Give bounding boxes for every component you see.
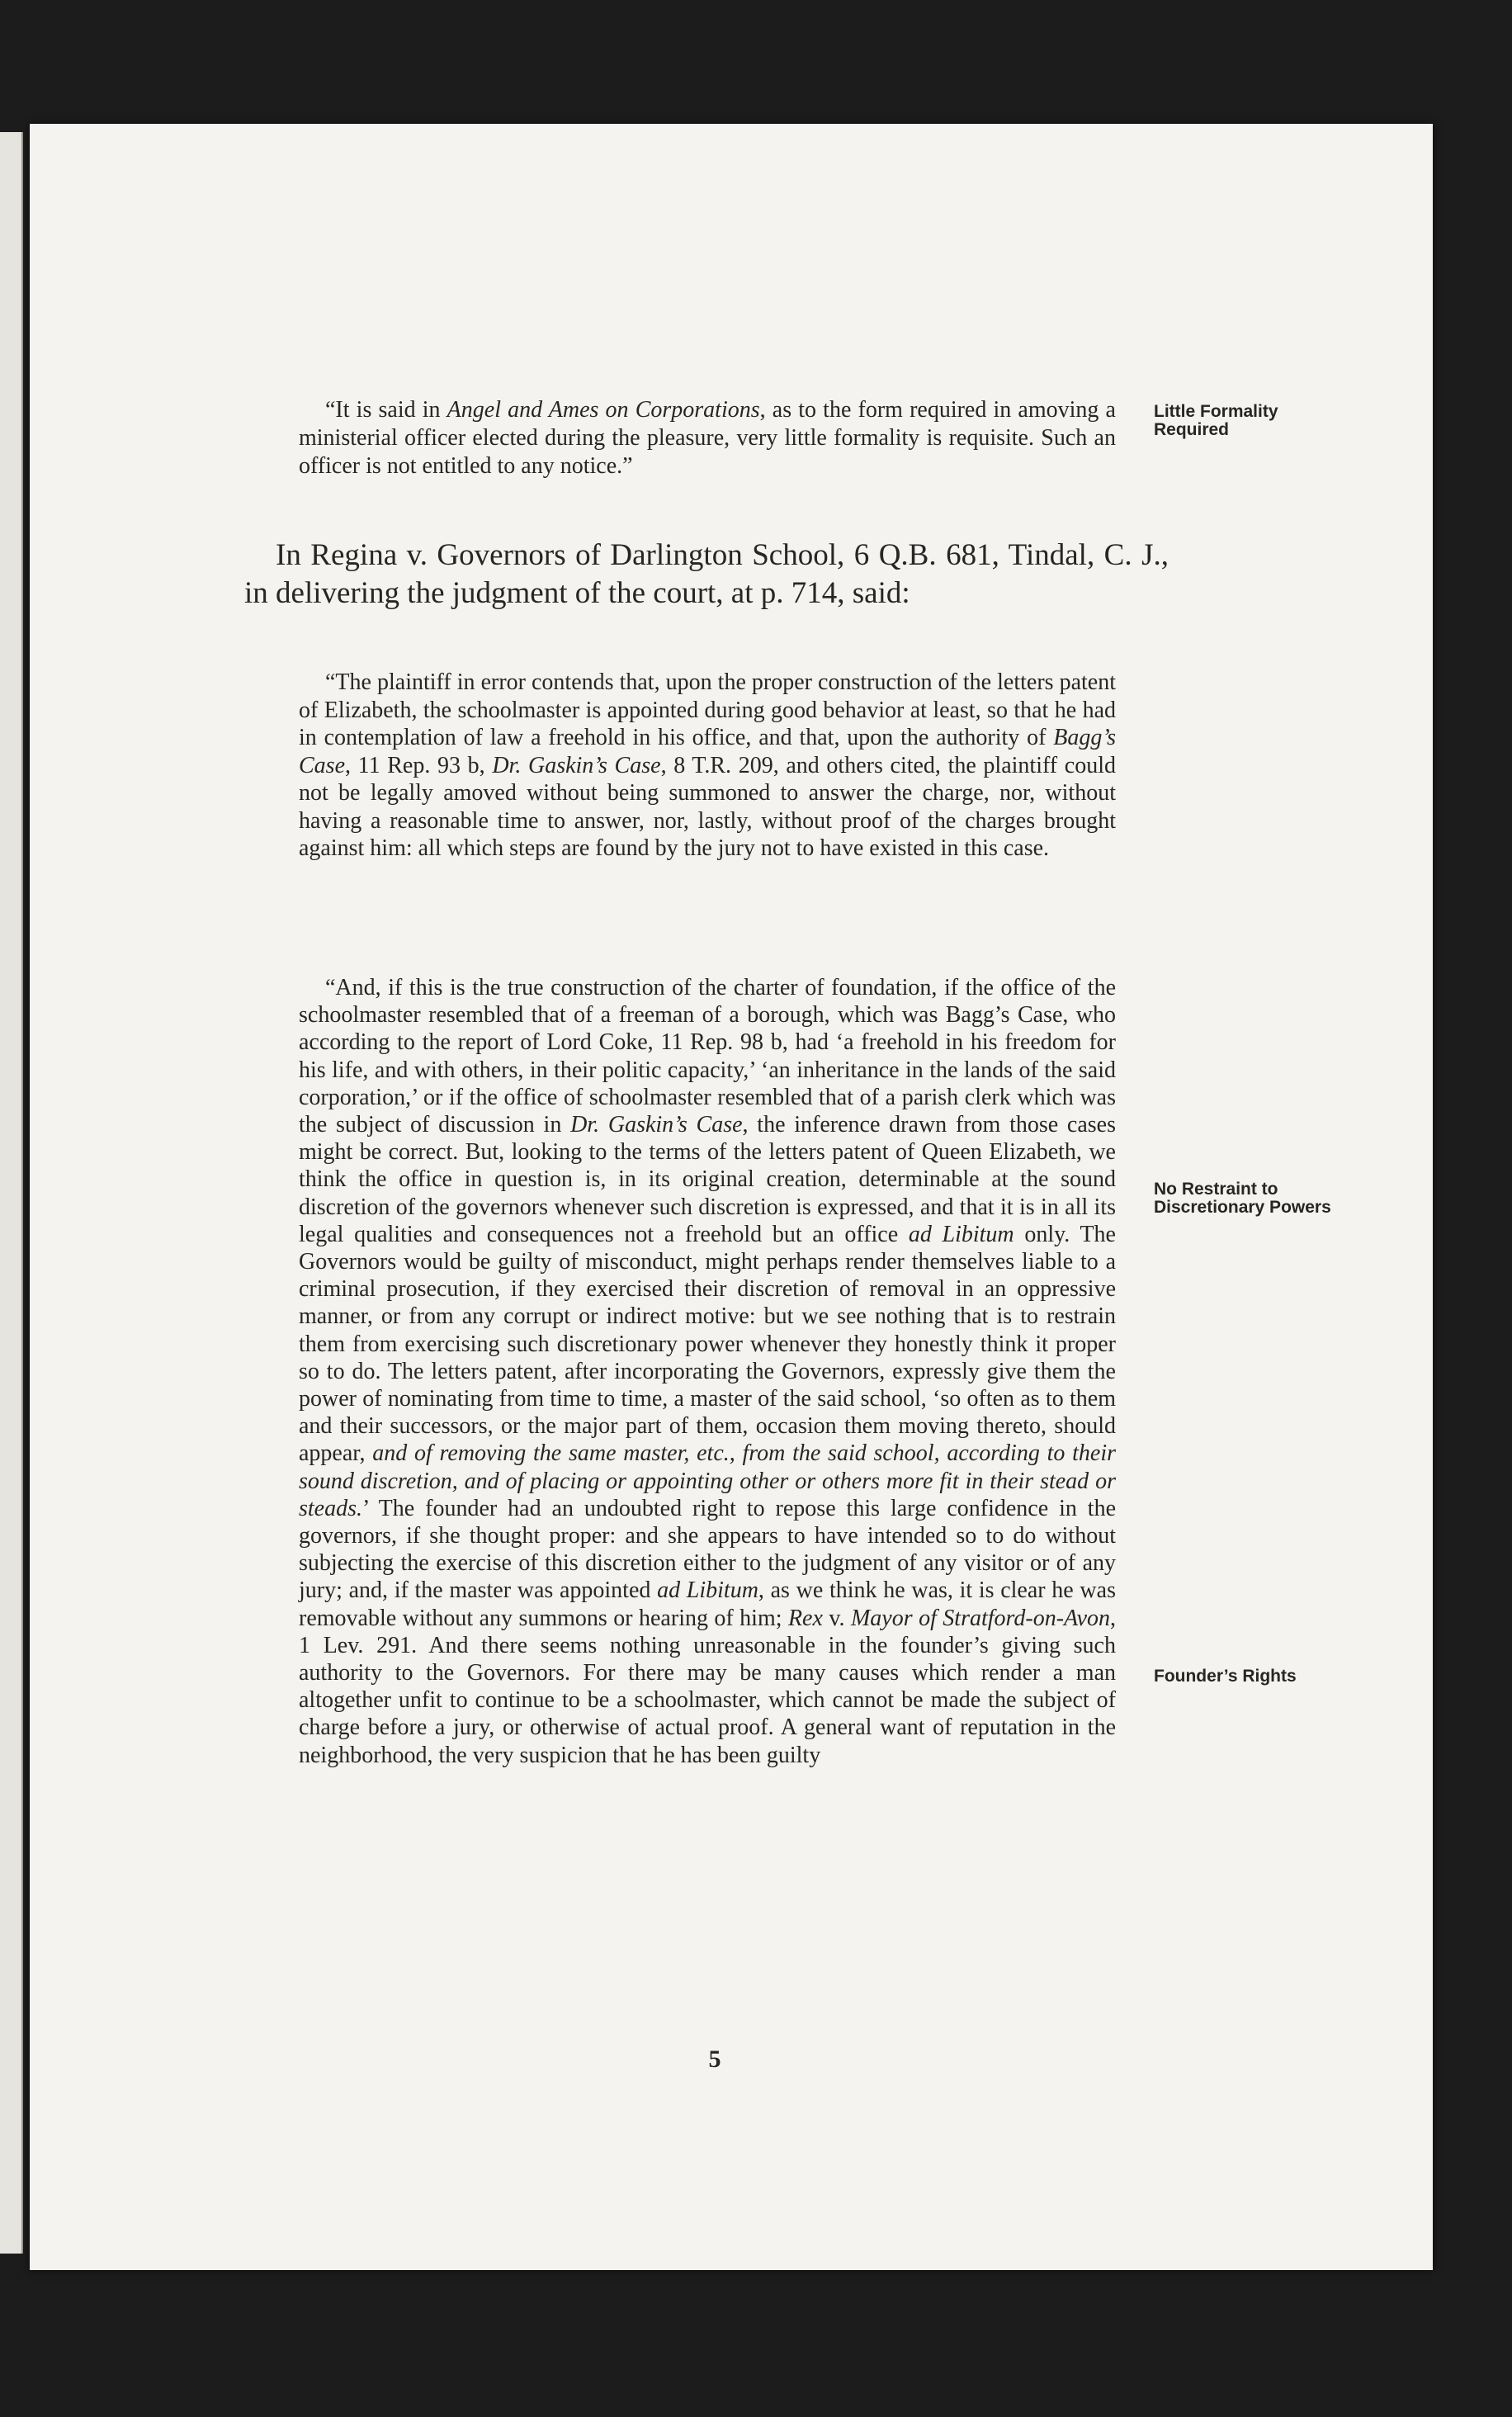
previous-page-edge (0, 132, 23, 2254)
margin-note-little-formality: Little Formality Required (1154, 402, 1278, 439)
margin-note-founders-rights: Founder’s Rights (1154, 1667, 1297, 1686)
quote-plaintiff-contention: “The plaintiff in error contends that, upon the proper construction of the letters patent of Elizabeth, the schoolmaster is appointed during good behavior at least, so that he had in contemplation of law a freehold in his office, and that, upon the authority of Bagg’s Case, 11 Rep. 93 b, Dr. Gaskin’s Case, 8 T.R. 209, and others cited, the plaintiff could not be legally amoved without being summoned to answer the charge, nor, without having a reasonable time to answer, nor, lastly, without proof of the charges brought against him: all which steps are found by the jury not to have existed in this case. (299, 669, 1116, 861)
quote-charter-construction: “And, if this is the true construction of the charter of foundation, if the office of the schoolmaster resembled that of a freeman of a borough, which was Bagg’s Case, who according to the report of Lord Coke, 11 Rep. 98 b, had ‘a freehold in his freedom for his life, and with others, in their politic capacity,’ ‘an inheritance in the lands of the said corporation,’ or if the office of schoolmaster resembled that of a parish clerk which was the subject of discussion in Dr. Gaskin’s Case, the inference drawn from those cases might be correct. But, looking to the terms of the letters patent of Queen Elizabeth, we think the office in question is, in its original creation, determinable at the sound discretion of the governors whenever such discretion is expressed, and that it is in all its legal qualities and consequences not a freehold but an office ad Libitum only. The Governors would be guilty of misconduct, might perhaps render themselves liable to a criminal prosecution, if they exercised their discretion of removal in an oppressive manner, or from any corrupt or indirect motive: but we see nothing that is to restrain them from exercising such discretionary power whenever they honestly think it proper so to do. The letters patent, after incorporating the Governors, expressly give them the power of nominating from time to time, a master of the said school, ‘so often as to them and their successors, or the major part of them, occasion them moving thereto, should appear, and of removing the same master, etc., from the said school, according to their sound discretion, and of placing or appointing other or others more fit in their stead or steads.’ The founder had an undoubted right to repose this large confidence in the governors, if she thought proper: and she appears to have intended so to do without subjecting the exercise of this discretion either to the judgment of any visitor or of any jury; and, if the master was appointed ad Libitum, as we think he was, it is clear he was removable without any summons or hearing of him; Rex v. Mayor of Stratford-on-Avon, 1 Lev. 291. And there seems nothing unreasonable in the founder’s giving such authority to the Governors. For there may be many causes which render a man altogether unfit to continue to be a schoolmaster, which cannot be made the subject of charge before a jury, or otherwise of actual proof. A general want of reputation in the neighborhood, the very suspicion that he has been guilty (299, 975, 1117, 1768)
quote-angel-and-ames: “It is said in Angel and Ames on Corporations, as to the form required in amoving a ministerial officer elected during the pleasure, very little formality is requisite. Such an officer is not entitled to any notice.” (299, 397, 1116, 479)
page-number: 5 (708, 2046, 721, 2073)
case-introduction: In Regina v. Governors of Darlington School, 6 Q.B. 681, Tindal, C. J., in delivering the judgment of the court, at p. 714, said: (244, 538, 1169, 610)
margin-note-no-restraint: No Restraint to Discretionary Powers (1154, 1180, 1331, 1217)
document-page (30, 124, 1433, 2270)
